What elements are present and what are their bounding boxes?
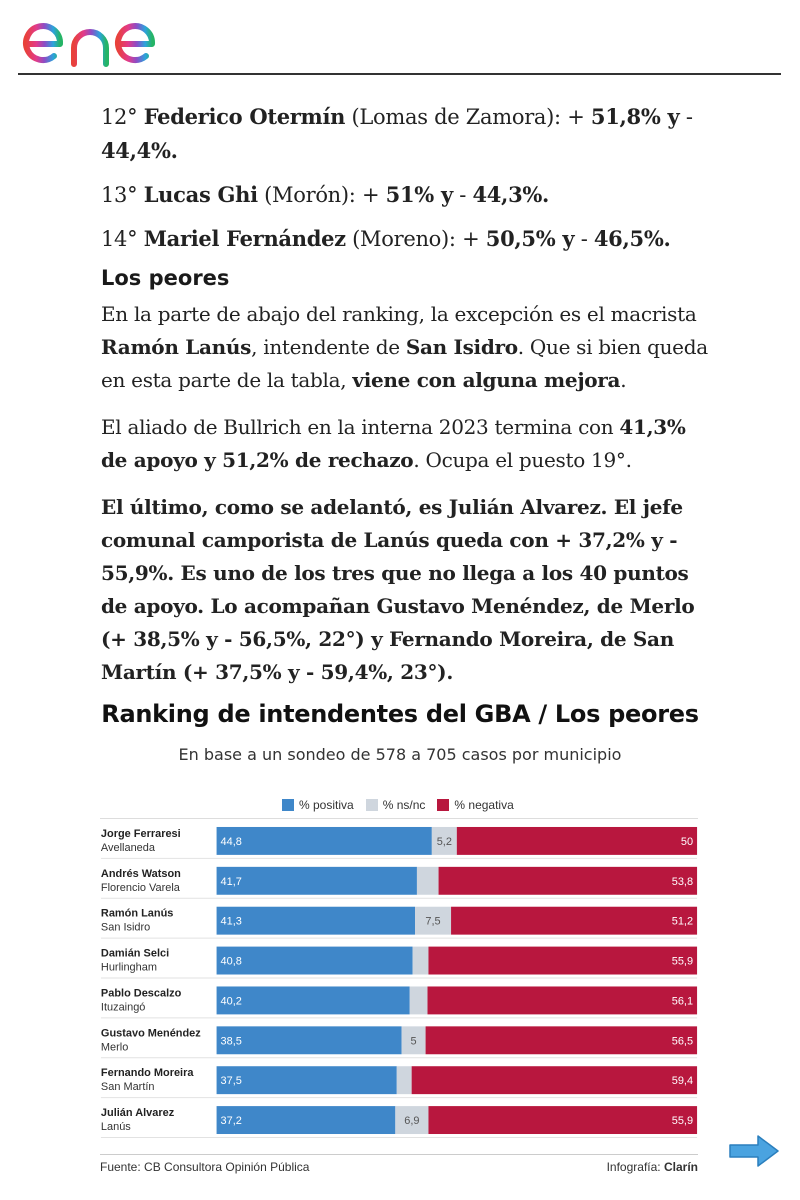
footer-divider	[100, 1154, 698, 1155]
bar-positive	[217, 867, 417, 895]
bar-negative	[451, 907, 697, 935]
bar-positive	[217, 947, 413, 975]
bar-positive	[217, 1106, 396, 1134]
bar-nsnc	[413, 947, 429, 975]
row-name: Julián Alvarez	[100, 1107, 175, 1120]
label-nsnc: 6,9	[404, 1115, 420, 1128]
row-place: Hurlingham	[100, 961, 157, 974]
ranking-bar-chart	[100, 818, 698, 1138]
row-name: Pablo Descalzo	[100, 987, 182, 1000]
chart-credit	[607, 1160, 698, 1174]
label-negative: 56,5	[671, 1035, 694, 1048]
legend-positive	[282, 798, 354, 812]
article-body	[101, 100, 711, 703]
bar-negative	[428, 986, 698, 1014]
bar-negative	[426, 1026, 697, 1054]
enel-logo[interactable]	[20, 4, 195, 70]
label-positive: 37,2	[220, 1115, 242, 1128]
bar-nsnc	[417, 867, 439, 895]
label-positive: 41,7	[220, 875, 242, 888]
label-nsnc: 7,5	[425, 915, 441, 928]
row-place: Lanús	[100, 1121, 131, 1134]
row-name: Andrés Watson	[100, 867, 181, 880]
next-arrow-icon[interactable]	[728, 1133, 780, 1169]
section-subheading: Los peores	[101, 266, 230, 290]
bar-positive	[217, 827, 432, 855]
label-nsnc: 5,2	[436, 835, 452, 848]
label-negative: 50	[680, 835, 694, 848]
bar-positive	[217, 1026, 402, 1054]
paragraph-ultimo: El último, como se adelantó, es Julián Alvarez. El jefe comunal camporista de Lanús queda con + 37,2% y - 55,9%. Es uno de los tres que no llega a los 40 puntos de apoyo. Lo acompañan Gustavo Menéndez, de Merlo (+ 38,5% y - 56,5%, 22°) y Fernando Moreira, de San Martín (+ 37,5% y - 59,4%, 23°).	[101, 495, 695, 684]
label-positive: 41,3	[220, 915, 242, 928]
row-name: Ramón Lanús	[100, 907, 174, 920]
label-nsnc: 5	[410, 1035, 417, 1048]
label-negative: 59,4	[671, 1075, 694, 1088]
bar-positive	[217, 986, 410, 1014]
bar-negative	[439, 867, 698, 895]
legend-nsnc-label: % ns/nc	[382, 798, 426, 812]
chart-source: Fuente: CB Consultora Opinión Pública	[100, 1160, 310, 1174]
credit-label: Infografía:	[606, 1160, 661, 1174]
ranking-line-14: 14° Mariel Fernández (Moreno): + 50,5% y - 46,5%.	[101, 226, 671, 251]
bar-negative	[457, 827, 697, 855]
row-place: Merlo	[100, 1041, 129, 1054]
row-place: Ituzaingó	[100, 1001, 146, 1014]
legend-negative-label: % negativa	[454, 798, 514, 812]
bar-positive	[217, 1066, 397, 1094]
legend-positive-label: % positiva	[299, 798, 354, 812]
label-negative: 51,2	[671, 915, 694, 928]
bar-nsnc	[410, 986, 428, 1014]
bar-negative	[412, 1066, 697, 1094]
label-negative: 56,1	[671, 995, 694, 1008]
legend-swatch-positive	[282, 799, 294, 811]
row-name: Damián Selci	[100, 947, 170, 960]
row-place: Avellaneda	[100, 841, 155, 854]
label-positive: 38,5	[220, 1035, 242, 1048]
row-place: Florencio Varela	[100, 881, 180, 894]
chart-legend	[282, 798, 514, 812]
label-positive: 37,5	[220, 1075, 242, 1088]
label-positive: 44,8	[220, 835, 242, 848]
infographic-subtitle: En base a un sondeo de 578 a 705 casos por municipio	[178, 745, 622, 764]
label-positive: 40,2	[220, 995, 242, 1008]
row-name: Fernando Moreira	[100, 1067, 194, 1080]
label-positive: 40,8	[220, 955, 242, 968]
row-place: San Martín	[100, 1081, 155, 1094]
page-header	[18, 0, 781, 75]
ranking-line-12: 12° Federico Otermín (Lomas de Zamora): + 51,8% y - 44,4%.	[101, 104, 693, 163]
paragraph-lanus: En la parte de abajo del ranking, la excepción es el macrista Ramón Lanús, intendente de San Isidro. Que si bien queda en esta parte de la tabla, viene con alguna mejora.	[101, 302, 708, 392]
infographic-title: Ranking de intendentes del GBA / Los peores	[101, 700, 699, 728]
label-negative: 55,9	[671, 955, 694, 968]
bar-negative	[428, 1106, 697, 1134]
ranking-line-13: 13° Lucas Ghi (Morón): + 51% y - 44,3%.	[101, 182, 550, 207]
row-name: Jorge Ferraresi	[100, 827, 181, 840]
bar-nsnc	[397, 1066, 412, 1094]
bar-positive	[217, 907, 415, 935]
row-place: San Isidro	[100, 921, 151, 934]
legend-negative	[437, 798, 513, 812]
legend-swatch-negative	[437, 799, 449, 811]
label-negative: 53,8	[671, 875, 694, 888]
legend-nsnc	[366, 798, 426, 812]
row-name: Gustavo Menéndez	[100, 1027, 201, 1040]
credit-brand: Clarín	[663, 1160, 698, 1174]
paragraph-bullrich: El aliado de Bullrich en la interna 2023 termina con 41,3% de apoyo y 51,2% de rechazo. Ocupa el puesto 19°.	[101, 415, 686, 472]
label-negative: 55,9	[671, 1115, 694, 1128]
legend-swatch-nsnc	[366, 799, 378, 811]
bar-negative	[428, 947, 697, 975]
